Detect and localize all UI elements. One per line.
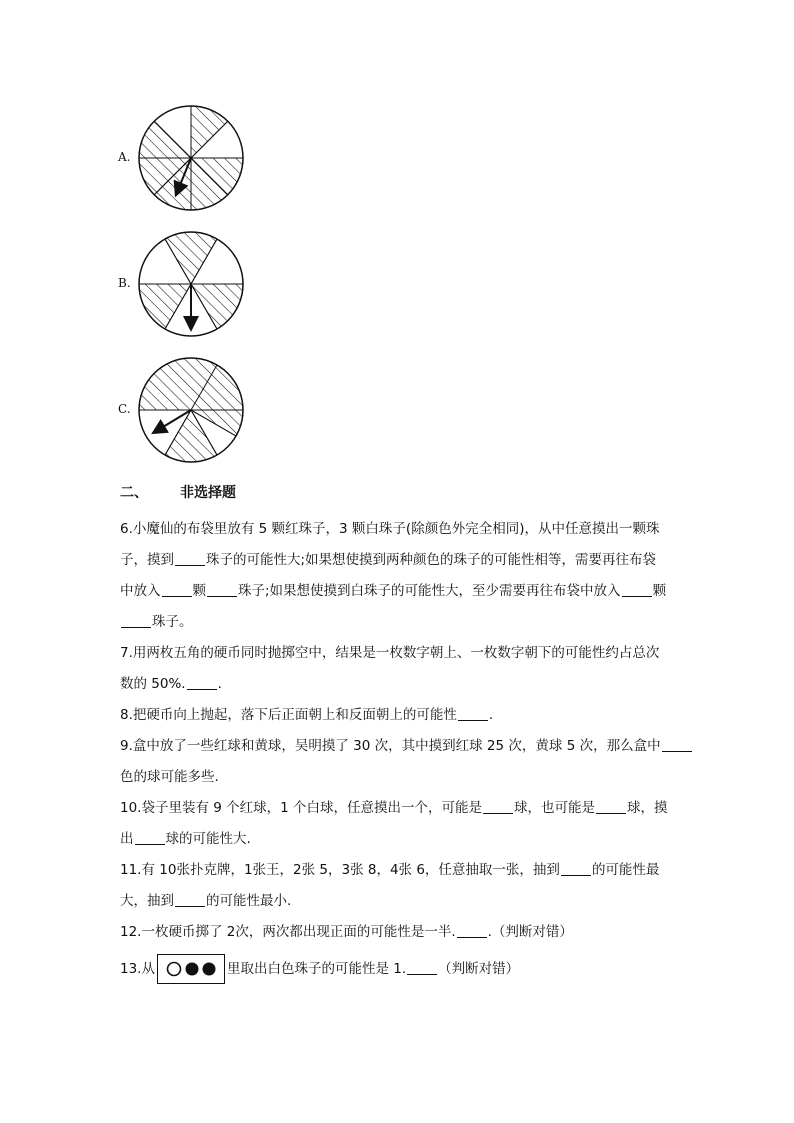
section-number: 二、: [120, 485, 148, 501]
question-line: [120, 793, 680, 824]
bead-box: [157, 954, 225, 984]
spinner-c-figure: [136, 356, 246, 466]
text-fragment: 12.一枚硬币掷了 2次，两次都出现正面的可能性是一半.: [120, 924, 456, 940]
answer-blank[interactable]: [596, 799, 626, 814]
answer-blank[interactable]: [561, 861, 591, 876]
option-letter: B.: [118, 276, 131, 290]
text-fragment: 珠子。: [152, 614, 193, 630]
text-fragment: 出: [120, 831, 134, 847]
text-fragment: 颗: [192, 583, 206, 599]
question-13: [120, 954, 680, 985]
question-line: [120, 700, 680, 731]
text-fragment: 球的可能性大.: [165, 831, 251, 847]
text-fragment: 的可能性最小.: [206, 893, 292, 909]
answer-blank[interactable]: [187, 675, 217, 690]
section-title-text: 非选择题: [180, 485, 236, 501]
option-b: [118, 230, 258, 342]
answer-blank[interactable]: [622, 582, 652, 597]
text-fragment: .（判断对错）: [487, 924, 573, 940]
sector-hatched: [191, 284, 243, 329]
text-fragment: 珠子;如果想使摸到白珠子的可能性大，至少需要再往布袋中放入: [238, 583, 621, 599]
text-fragment: 子，摸到: [120, 552, 174, 568]
text-fragment: 9.盒中放了一些红球和黄球，吴明摸了 30 次，其中摸到红球 25 次，黄球 5 次，那么盒中: [120, 738, 661, 754]
question-line: 色的球可能多些.: [120, 769, 219, 785]
answer-blank[interactable]: [483, 799, 513, 814]
question-12: [120, 917, 680, 948]
question-line: [120, 886, 680, 917]
question-line: [120, 669, 680, 700]
question-line: [120, 855, 680, 886]
answer-blank[interactable]: [458, 706, 488, 721]
question-6: [120, 514, 680, 638]
question-10: [120, 793, 680, 855]
answer-blank[interactable]: [121, 613, 151, 628]
text-fragment: 13.从: [120, 961, 155, 977]
text-fragment: 珠子的可能性大;如果想使摸到两种颜色的珠子的可能性相等，需要再往布袋: [206, 552, 657, 568]
text-fragment: 球，摸: [627, 800, 668, 816]
text-fragment: .: [488, 707, 494, 723]
text-fragment: 大，抽到: [120, 893, 174, 909]
text-fragment: 中放入: [120, 583, 161, 599]
answer-blank[interactable]: [175, 551, 205, 566]
sector-hatched: [139, 284, 191, 329]
sector-hatched: [165, 232, 217, 284]
answer-blank[interactable]: [175, 892, 205, 907]
white-bead-icon: [167, 963, 180, 976]
text-fragment: （判断对错）: [438, 961, 520, 977]
question-line: 6.小魔仙的布袋里放有 5 颗红珠子，3 颗白珠子(除颜色外完全相同)，从中任意摸出一颗珠: [120, 521, 660, 537]
option-letter: C.: [118, 402, 131, 416]
answer-blank[interactable]: [457, 923, 487, 938]
answer-blank[interactable]: [207, 582, 237, 597]
text-fragment: 颗: [652, 583, 667, 599]
question-line: [120, 545, 680, 576]
option-a: [118, 104, 258, 216]
question-line: [120, 731, 680, 762]
text-fragment: 里取出白色珠子的可能性是 1.: [226, 961, 407, 977]
question-line: [120, 824, 680, 855]
answer-blank[interactable]: [162, 582, 192, 597]
option-letter: A.: [118, 150, 131, 164]
answer-blank[interactable]: [135, 830, 165, 845]
black-bead-icon: [185, 963, 198, 976]
question-9: [120, 731, 680, 793]
question-line: [120, 607, 680, 638]
question-line: [120, 576, 680, 607]
beads-figure: [166, 961, 218, 977]
sector-hatched: [191, 106, 228, 158]
text-fragment: 11.有 10张扑克牌，1张王，2张 5，3张 8，4张 6，任意抽取一张，抽到: [120, 862, 560, 878]
question-11: [120, 855, 680, 917]
question-line: [120, 917, 680, 948]
section-heading: [120, 482, 236, 502]
black-bead-icon: [202, 963, 215, 976]
text-fragment: .: [217, 676, 222, 692]
sector-hatched: [139, 121, 191, 158]
question-7: [120, 638, 680, 700]
question-8: [120, 700, 680, 731]
text-fragment: 数的 50%.: [120, 676, 186, 692]
question-line: 7.用两枚五角的硬币同时抛掷空中，结果是一枚数字朝上、一枚数字朝下的可能性约占总次: [120, 645, 660, 661]
answer-blank[interactable]: [407, 960, 437, 975]
text-fragment: 球，也可能是: [514, 800, 596, 816]
text-fragment: 的可能性最: [591, 862, 660, 878]
answer-blank[interactable]: [662, 737, 692, 752]
spinner-b-figure: [136, 230, 246, 340]
spinner-a-figure: [136, 104, 246, 214]
text-fragment: 10.袋子里装有 9 个红球，1 个白球，任意摸出一个，可能是: [120, 800, 483, 816]
question-line: [120, 954, 680, 985]
sector-hatched: [139, 358, 243, 410]
option-c: [118, 356, 258, 468]
text-fragment: 8.把硬币向上抛起，落下后正面朝上和反面朝上的可能性: [120, 707, 457, 723]
